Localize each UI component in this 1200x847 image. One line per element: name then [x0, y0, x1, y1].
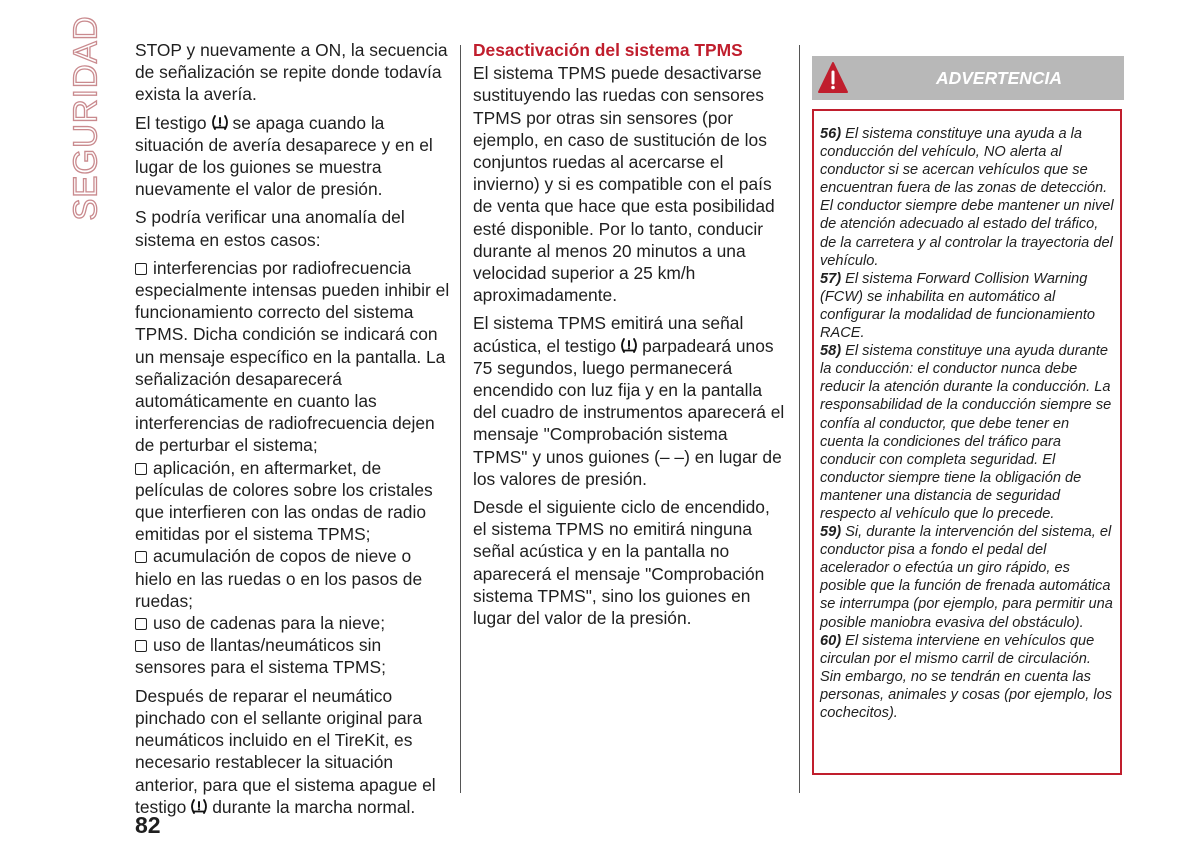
checkbox-bullet-icon [135, 640, 147, 652]
paragraph-next-cycle: Desde el siguiente ciclo de encendido, el sistema TPMS no emitirá ninguna señal acústica y en la pantalla no aparecerá el mensaje "Comprobación sistema TPMS", sino los guiones en lugar del valor de la presión. [473, 497, 770, 629]
page-number: 82 [135, 812, 161, 838]
tire-pressure-warning-icon [210, 114, 230, 131]
paragraph-text: se apaga cuando la situación de avería desaparece y en el lugar de los guiones se muestra nuevamente el valor de presión. [135, 112, 433, 200]
warning-note [820, 270, 1114, 342]
note-text: Si, durante la intervención del sistema, el conductor pisa a fondo el pedal del acelerador o efectúa un giro rápido, es posible que la función de frenada automática se interrumpa (por ejemplo, para permitir una posible maniobra evasiva del obstáculo). [820, 524, 1113, 631]
paragraph-signal [473, 312, 785, 490]
column-left [135, 39, 451, 824]
warning-note [820, 632, 1114, 722]
note-number: 57) [820, 270, 842, 287]
warning-note [820, 125, 1114, 270]
section-tab-label: SEGURIDAD [67, 15, 105, 221]
note-text: El sistema Forward Collision Warning (FCW) se inhabilita en automático al configurar la modalidad de funcionamiento RACE. [820, 270, 1096, 342]
warning-box [812, 109, 1122, 775]
paragraph-text: parpadeará unos 75 segundos, luego permanecerá encendido con luz fija y en la pantalla del cuadro de instrumentos aparecerá el mensaje "Comprobación sistema TPMS" y unos guiones (– –) en lugar de los valores de presión. [473, 335, 785, 489]
note-text: El sistema constituye una ayuda a la conducción del vehículo, NO alerta al conductor si se acercan vehículos que se encuentran fuera de las zonas de detección. El conductor siempre debe mantener un nivel de atención adecuado al estado del tráfico, de la carretera y al controlar la trayectoria del vehículo. [820, 126, 1114, 269]
list-item: interferencias por radiofrecuencia especialmente intensas pueden inhibir el funcionamiento correcto del sistema TPMS. Dicha condición se indicará con un mensaje específico en la pantalla. La señalización desaparecerá automáticamente en cuanto las interferencias de radiofrecuencia dejen de perturbar el sistema; [135, 257, 450, 456]
note-number: 59) [820, 524, 842, 541]
warning-title: ADVERTENCIA [935, 68, 1063, 88]
paragraph-text: Después de reparar el neumático pinchado con el sellante original para neumáticos incluido en el TireKit, es necesario restablecer la situación anterior, para que el sistema apague el testigo [135, 685, 436, 817]
note-number: 60) [820, 632, 842, 649]
list-item: uso de cadenas para la nieve; [135, 612, 451, 634]
note-number: 58) [820, 343, 842, 360]
paragraph-anomaly-intro: S podría verificar una anomalía del sistema en estos casos: [135, 207, 405, 250]
tire-pressure-warning-icon [189, 798, 209, 815]
section-heading: Desactivación del sistema TPMS [473, 40, 743, 60]
note-text: El sistema constituye una ayuda durante la conducción: el conductor nunca debe reducir la atención durante la conducción. La responsabilidad de la conducción siempre se confía al conductor, que debe tener en cuenta la condiciones del tráfico para conducir con completa seguridad. El conductor siempre tiene la obligación de mantener una distancia de seguridad respecto al vehículo que lo precede. [820, 343, 1112, 522]
warning-note [820, 342, 1114, 523]
paragraph-text: El testigo [135, 112, 207, 133]
list-item: acumulación de copos de nieve o hielo en las ruedas o en los pasos de ruedas; [135, 546, 423, 611]
list-item: aplicación, en aftermarket, de películas de colores sobre los cristales que interfieren con las ondas de radio emitidas por el sistema TPMS; [135, 457, 433, 545]
anomaly-list [135, 257, 451, 679]
warning-note [820, 523, 1114, 632]
section-tab [64, 15, 108, 221]
paragraph-continuation: STOP y nuevamente a ON, la secuencia de señalización se repite donde todavía exista la avería. [135, 40, 448, 105]
list-item: uso de llantas/neumáticos sin sensores para el sistema TPMS; [135, 635, 386, 678]
checkbox-bullet-icon [135, 551, 147, 563]
note-text: El sistema interviene en vehículos que circulan por el mismo carril de circulación. Sin embargo, no se tendrán en cuenta las personas, animales y cosas (por ejemplo, los cochecitos). [820, 632, 1113, 721]
column-divider [460, 45, 461, 793]
paragraph-deactivation: El sistema TPMS puede desactivarse sustituyendo las ruedas con sensores TPMS por otras sin sensores (por ejemplo, en caso de sustitución de los conjuntos ruedas al acercarse el invierno) y si es compatible con el país de venta que hace que esta posibilidad esté disponible. Por lo tanto, conducir durante al menos 20 minutos a una velocidad superior a 25 km/h aproximadamente. [473, 63, 775, 306]
warning-header [812, 56, 1124, 100]
paragraph-tirekit [135, 685, 451, 818]
checkbox-bullet-icon [135, 263, 147, 275]
checkbox-bullet-icon [135, 618, 147, 630]
column-divider [799, 45, 800, 793]
paragraph-text: El sistema TPMS emitirá una señal acústica, el testigo [473, 313, 744, 356]
paragraph-testigo-off [135, 112, 451, 201]
note-number: 56) [820, 126, 842, 142]
paragraph-text: durante la marcha normal. [212, 796, 416, 817]
column-middle [473, 39, 785, 635]
warning-triangle-icon [816, 59, 850, 97]
checkbox-bullet-icon [135, 463, 147, 475]
tire-pressure-warning-icon [619, 337, 639, 354]
